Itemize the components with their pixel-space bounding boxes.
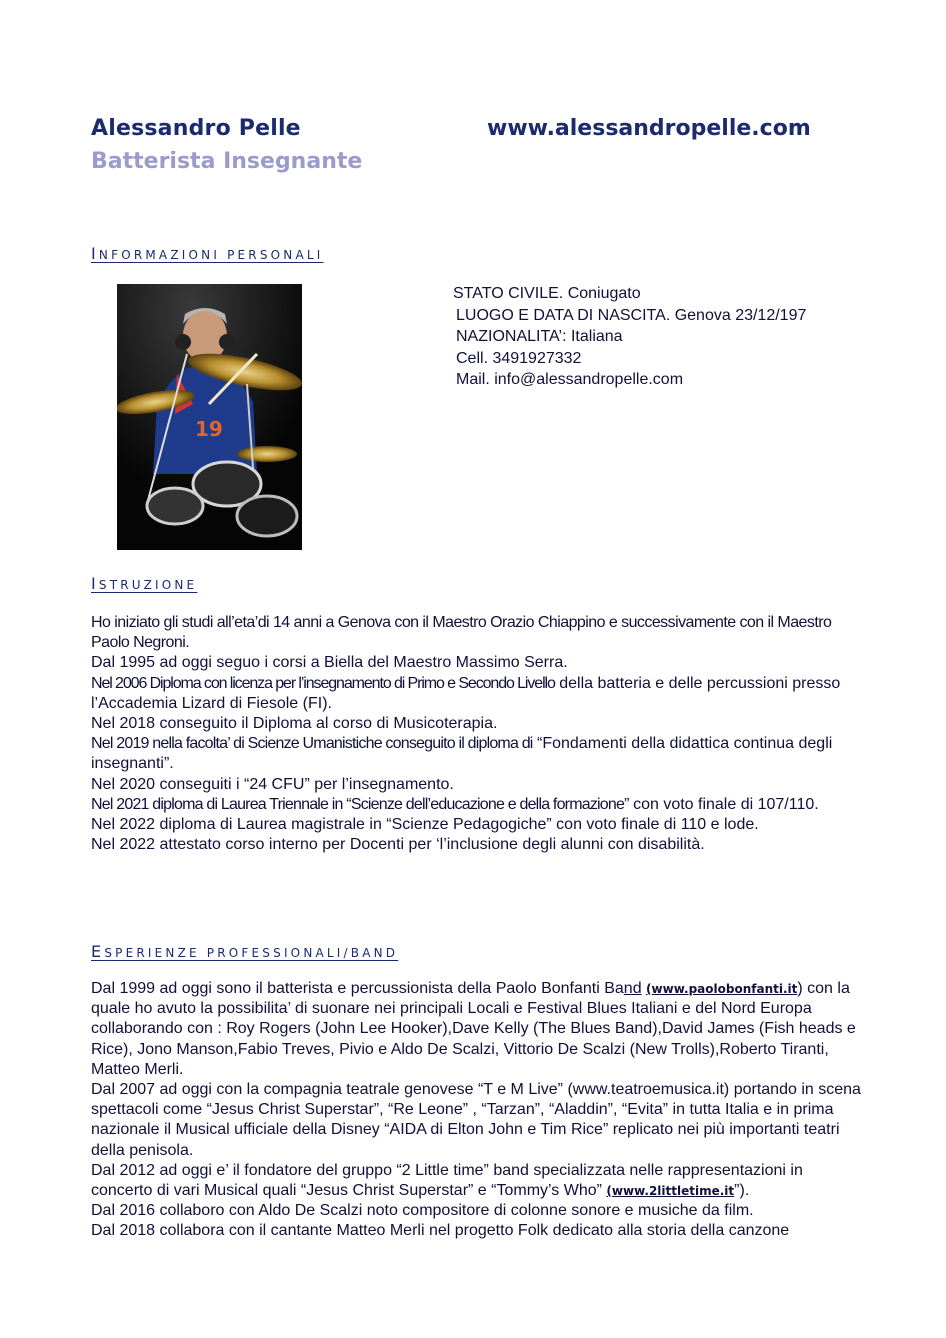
website-link[interactable]: www.alessandropelle.com xyxy=(487,116,811,141)
education-item: Nel 2022 diploma di Laurea magistrale in “Scienze Pedagogiche” con voto finale di 110 e lode. xyxy=(91,816,759,834)
education-item-part: Nel 2021 diploma di Laurea Triennale in “Scienze dell’educazione e della formazione” xyxy=(91,795,629,813)
section-title-education xyxy=(91,574,197,593)
education-item-part: Nel 2019 nella facolta’ di Scienze Umanistiche conseguito il diploma di xyxy=(91,735,533,753)
littletime-link[interactable]: (www.2littletime.it xyxy=(606,1184,735,1199)
education-text xyxy=(91,613,861,855)
experience-item-part: Dal 1999 ad oggi sono il batterista e percussionista della Paolo Bonfanti Ba xyxy=(91,980,624,997)
section-title-personal-text: INFORMAZIONI PERSONALI xyxy=(91,244,324,263)
job-role: Batterista Insegnante xyxy=(91,149,363,174)
personal-info xyxy=(453,283,806,391)
education-item-part: “Fondamenti della didattica continua degli insegnanti”. xyxy=(91,735,833,773)
education-item xyxy=(91,674,861,714)
education-item-part: della batteria e delle percussioni presso l’Accademia Lizard di Fiesole (FI). xyxy=(91,674,841,712)
section-title-experience-text: ESPERIENZE PROFESSIONALI/BAND xyxy=(91,942,399,961)
email-address[interactable]: Mail. info@alessandropelle.com xyxy=(456,371,684,388)
experience-item xyxy=(91,1161,861,1201)
drummer-photo xyxy=(117,284,302,550)
education-item-part: con voto finale di 107/110. xyxy=(628,795,819,813)
education-item: Nel 2018 conseguito il Diploma al corso di Musicoterapia. xyxy=(91,715,498,733)
section-title-experience xyxy=(91,942,398,961)
experience-item-part: ) con la quale ho avuto la possibilita’ di suonare nei principali Locali e Festival Blues Italiani e del Nord Europa collaborando con : Roy Rogers (John Lee Hooker),Dave Kelly (The Blues Band),David James (Fish heads e Rice), Jono Manson,Fabio Treves, Pivio e Aldo De Scalzi, Vittorio De Scalzi (New Trolls),Roberto Tiranti, Matteo Merli. xyxy=(91,980,856,1078)
phone-number: Cell. 3491927332 xyxy=(456,349,582,367)
education-item: Dal 1995 ad oggi seguo i corsi a Biella del Maestro Massimo Serra. xyxy=(91,654,568,672)
education-item-part: Nel 2006 Diploma con licenza per l’insegnamento di Primo e Secondo Livello xyxy=(91,674,555,692)
section-title-personal xyxy=(91,244,324,263)
experience-item xyxy=(91,979,861,1080)
person-name: Alessandro Pelle xyxy=(91,116,301,141)
experience-item: Dal 2016 collaboro con Aldo De Scalzi noto compositore di colonne sonore e musiche da film. xyxy=(91,1202,754,1220)
experience-item-part: ”). xyxy=(734,1182,750,1200)
experience-item-part: Dal 2012 ad oggi e’ il fondatore del gruppo “2 Little time” band specializzata nelle rappresentazioni in concerto di vari Musical quali “Jesus Christ Superstar” e “Tommy’s Who” xyxy=(91,1161,803,1200)
svg-text:19: 19 xyxy=(195,417,223,441)
experience-item: Dal 2007 ad oggi con la compagnia teatrale genovese “T e M Live” (www.teatroemusica.it) portando in scena spettacoli come “Jesus Christ Superstar”, “Re Leone” , “Tarzan”, “Aladdin”, “Evita” in tutta Italia e in prima nazionale il Musical ufficiale della Disney “AIDA di Elton John e Tim Rice” replicato nei più importanti teatri della penisola. xyxy=(91,1081,861,1159)
marital-status: STATO CIVILE. Coniugato xyxy=(453,285,641,302)
bonfanti-link[interactable]: (www.paolobonfanti.it xyxy=(646,982,798,996)
experience-text xyxy=(91,979,861,1242)
education-item: Nel 2022 attestato corso interno per Docenti per ‘l’inclusione degli alunni con disabilità. xyxy=(91,836,705,854)
section-title-education-text: ISTRUZIONE xyxy=(91,574,198,593)
education-item: Nel 2020 conseguiti i “24 CFU” per l’insegnamento. xyxy=(91,775,454,793)
education-item xyxy=(91,734,861,774)
education-item: Ho iniziato gli studi all’eta’di 14 anni a Genova con il Maestro Orazio Chiappino e successivamente con il Maestro Paolo Negroni. xyxy=(91,614,832,652)
nationality: NAZIONALITA’: Italiana xyxy=(456,328,623,345)
experience-item-part: nd xyxy=(623,980,642,997)
experience-item: Dal 2018 collabora con il cantante Matteo Merli nel progetto Folk dedicato alla storia della canzone xyxy=(91,1222,790,1240)
education-item xyxy=(91,795,861,815)
birth-place-date: LUOGO E DATA DI NASCITA. Genova 23/12/197 xyxy=(456,306,807,324)
